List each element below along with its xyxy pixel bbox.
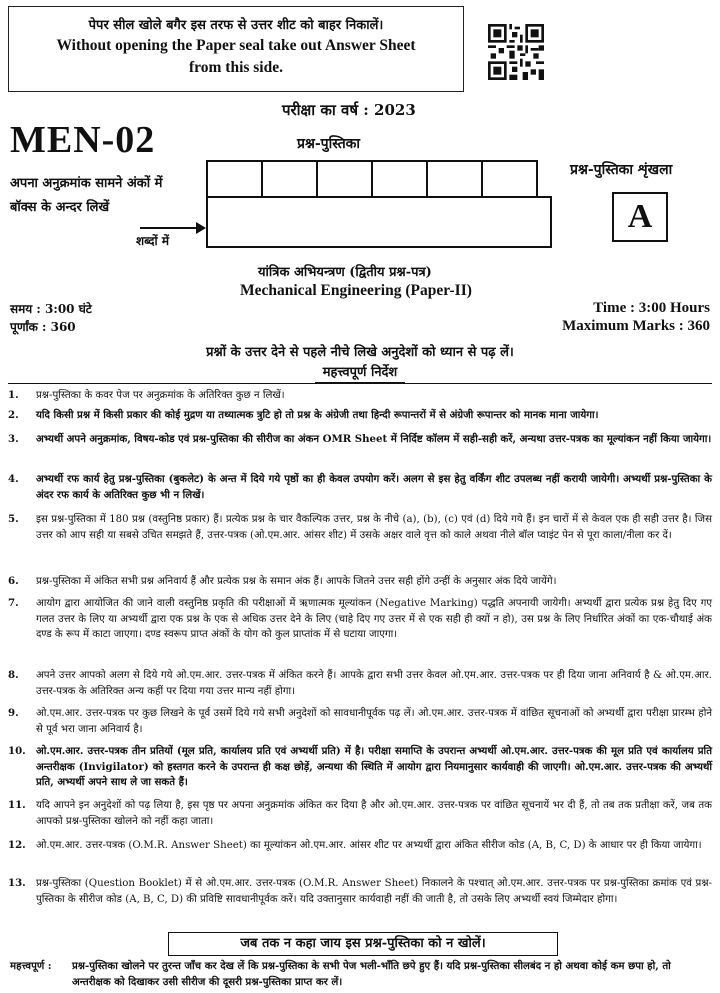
marks-english: Maximum Marks : 360 (562, 318, 710, 334)
subject-english: Mechanical Engineering (Paper-II) (240, 282, 472, 299)
instruction-text: प्रश्न-पुस्तिका (Question Booklet) में से ओ.एम.आर. उत्तर-पत्रक (O.M.R. Answer Sheet) निकालने के पश्चात् ओ.एम.आर. उत्तर-पत्रक पर प्रश्न-पुस्तिका क्रमांक एवं प्रश्न-पुस्तिका के सीरीज कोड (A, B, C, D) की प्रविष्टि सावधानीपूर्वक करें। यदि उक्तानुसार कार्यवाही नहीं की जाती है, तो उसके लिए अभ्यर्थी स्वयं जिम्मेदार होगा। (36, 878, 712, 905)
time-english: Time : 3:00 Hours (593, 300, 710, 316)
instruction-text: इस प्रश्न-पुस्तिका में 180 प्रश्न (वस्तुनिष्ठ प्रकार) हैं। प्रत्येक प्रश्न के चार वैकल्पिक उत्तर, प्रश्न के नीचे (a), (b), (c) एवं (d) दिये गये हैं। इन चारों में से केवल एक ही सही उत्तर है। जिस उत्तर को आप सही या सबसे उचित समझते हैं, उत्तर-पत्रक (ओ.एम.आर. आंसर शीट) में उसके अक्षर वाले वृत्त को काले अथवा नीले बॉल प्वाइंट पेन से पूरा काला/नीला कर दें। (36, 514, 712, 541)
roll-digit-box[interactable] (261, 160, 318, 198)
instruction-number: 11. (8, 799, 26, 811)
instruction-text: आयोग द्वारा आयोजित की जाने वाली वस्तुनिष्ठ प्रकृति की परीक्षाओं में ऋणात्मक मूल्यांकन (Negative Marking) पद्धति अपनायी जायेगी। अभ्यर्थी द्वारा प्रत्येक प्रश्न हेतु दिए गए गलत उत्तर के लिए या अभ्यर्थी द्वारा एक प्रश्न के एक से अधिक उत्तर देने के लिए (चाहे दिए गए उत्तर में से एक सही ही क्यों न हो), उस प्रश्न के लिए निर्धारित अंकों का एक-चौथाई अंक दण्ड के रूप में काटा जाएगा। दण्ड स्वरूप प्राप्त अंकों के योग को कुल प्राप्तांक में से घटाया जाएगा। (36, 598, 712, 640)
instruction-number: 10. (8, 745, 26, 757)
roll-digit-box[interactable] (481, 160, 538, 198)
instruction-number: 4. (8, 473, 19, 485)
roll-number-digit-boxes (208, 160, 538, 198)
instruction-text: प्रश्न-पुस्तिका के कवर पेज पर अनुक्रमांक के अतिरिक्त कुछ न लिखें। (36, 390, 285, 401)
roll-digit-box[interactable] (206, 160, 263, 198)
instruction-4 (8, 472, 712, 503)
instruction-number: 13. (8, 877, 26, 889)
instruction-number: 1. (8, 389, 19, 401)
roll-number-label-line-2: बॉक्स के अन्दर लिखें (10, 200, 110, 215)
roll-digit-box[interactable] (316, 160, 373, 198)
instruction-1 (8, 388, 712, 404)
instruction-10 (8, 744, 712, 791)
do-not-open-notice: जब तक न कहा जाय इस प्रश्न-पुस्तिका को न खोलें। (168, 932, 558, 956)
instruction-text: ओ.एम.आर. उत्तर-पत्रक पर कुछ लिखने के पूर्व उसमें दिये गये सभी अनुदेशों को सावधानीपूर्वक पढ़ लें। ओ.एम.आर. उत्तर-पत्रक में वांछित सूचनाओं को अभ्यर्थी द्वारा परीक्षा प्रारम्भ होने से पूर्व भरा जाना अनिवार्य है। (36, 708, 712, 735)
instruction-number: 9. (8, 707, 19, 719)
qr-code-icon (488, 24, 544, 80)
instruction-6 (8, 574, 712, 590)
seal-notice-box (8, 6, 464, 92)
marks-hindi: पूर्णांक : 360 (10, 320, 76, 334)
instruction-5 (8, 512, 712, 543)
seal-notice-english-2: from this side. (188, 59, 283, 76)
instruction-11 (8, 798, 712, 829)
important-note-text: प्रश्न-पुस्तिका खोलने पर तुरन्त जाँच कर देख लें कि प्रश्न-पुस्तिका के सभी पेज भली-भाँति छपे हुए हैं। यदि प्रश्न-पुस्तिका सीलबंद न हो अथवा कोई कम छपा हो, तो अन्तरीक्षक को दिखाकर उसी सीरीज की दूसरी प्रश्न-पुस्तिका प्राप्त कर लें। (72, 960, 671, 988)
instruction-3 (8, 432, 712, 448)
instruction-number: 5. (8, 513, 19, 525)
instruction-8 (8, 668, 712, 699)
instruction-number: 6. (8, 575, 19, 587)
instruction-number: 7. (8, 597, 19, 609)
paper-code: MEN-02 (10, 119, 156, 161)
instruction-12 (8, 838, 712, 854)
important-note-label: महत्त्वपूर्ण : (10, 960, 52, 972)
series-box: A (612, 192, 668, 242)
instruction-2 (8, 408, 712, 424)
instruction-text: अपने उत्तर आपको अलग से दिये गये ओ.एम.आर. उत्तर-पत्रक में अंकित करने हैं। आपके द्वारा सभी उत्तर केवल ओ.एम.आर. उत्तर-पत्रक पर ही दिया जाना अनिवार्य है & ओ.एम.आर. उत्तर-पत्रक के अतिरिक्त अन्य कहीं पर दिया गया उत्तर मान्य नहीं होगा। (36, 670, 712, 697)
instruction-7 (8, 596, 712, 643)
roll-number-label-line-1: अपना अनुक्रमांक सामने अंकों में (10, 176, 163, 191)
instruction-text: अभ्यर्थी रफ कार्य हेतु प्रश्न-पुस्तिका (बुकलेट) के अन्त में दिये गये पृष्ठों का ही केवल उपयोग करें। अलग से इस हेतु वर्किंग शीट उपलब्ध नहीं करायी जायेगी। अभ्यर्थी प्रश्न-पुस्तिका के अंदर रफ कार्य के अतिरिक्त कुछ भी न लिखें। (36, 473, 712, 501)
exam-year: परीक्षा का वर्ष : 2023 (282, 101, 416, 119)
important-instructions-title-text: महत्त्वपूर्ण निर्देश (315, 365, 406, 383)
instruction-text: यदि आपने इन अनुदेशों को पढ़ लिया है, इस पृष्ठ पर अपना अनुक्रमांक अंकित कर दिया है और ओ.एम.आर. उत्तर-पत्रक पर वांछित सूचनायें भर दी हैं, तो तब तक प्रतीक्षा करें, जब तक आपको प्रश्न-पुस्तिका खोलने को नहीं कहा जाता। (36, 800, 712, 827)
divider (8, 383, 712, 384)
roll-digit-box[interactable] (371, 160, 428, 198)
instruction-13 (8, 876, 712, 907)
seal-notice-english-1: Without opening the Paper seal take out Answer Sheet (56, 37, 416, 54)
seal-notice-hindi: पेपर सील खोले बगैर इस तरफ से उत्तर शीट को बाहर निकालें। (88, 18, 384, 33)
roll-number-label (10, 172, 162, 220)
booklet-title: प्रश्न-पुस्तिका (297, 136, 361, 152)
roll-number-words-box[interactable] (206, 196, 552, 248)
instruction-text: ओ.एम.आर. उत्तर-पत्रक तीन प्रतियों (मूल प्रति, कार्यालय प्रति एवं अभ्यर्थी प्रति) में है। परीक्षा समाप्ति के उपरान्त अभ्यर्थी ओ.एम.आर. उत्तर-पत्रक की मूल प्रति एवं कार्यालय प्रति अन्तरीक्षक (Invigilator) को हस्तगत करने के उपरान्त ही कक्ष छोड़ें, अन्यथा की स्थिति में आयोग द्वारा नियमानुसार कार्यवाही की जाएगी। ओ.एम.आर. उत्तर-पत्रक की अभ्यर्थी प्रति, अभ्यर्थी अपने साथ ले जा सकते हैं। (36, 745, 712, 788)
instruction-text: अभ्यर्थी अपने अनुक्रमांक, विषय-कोड एवं प्रश्न-पुस्तिका की सीरीज का अंकन OMR Sheet में निर्दिष्ट कॉलम में सही-सही करें, अन्यथा उत्तर-पत्रक का मूल्यांकन नहीं किया जायेगा। (36, 433, 712, 445)
instruction-number: 2. (8, 409, 19, 421)
instruction-number: 8. (8, 669, 19, 681)
roll-digit-box[interactable] (426, 160, 483, 198)
important-instructions-title (0, 362, 720, 380)
instruction-text: यदि किसी प्रश्न में किसी प्रकार की कोई मुद्रण या तथ्यात्मक त्रुटि हो तो प्रश्न के अंग्रेजी तथा हिन्दी रूपान्तरों में से अंग्रेजी रूपान्तर को मानक माना जायेगा। (36, 409, 599, 421)
series-label: प्रश्न-पुस्तिका शृंखला (570, 162, 673, 178)
instruction-number: 12. (8, 839, 26, 851)
instruction-number: 3. (8, 433, 19, 445)
instruction-text: ओ.एम.आर. उत्तर-पत्रक (O.M.R. Answer Sheet) का मूल्यांकन ओ.एम.आर. आंसर शीट पर अभ्यर्थी द्वारा अंकित सीरीज कोड (A, B, C, D) के आधार पर ही किया जायेगा। (36, 840, 702, 851)
instruction-text: प्रश्न-पुस्तिका में अंकित सभी प्रश्न अनिवार्य हैं और प्रत्येक प्रश्न के समान अंक हैं। आपके जितने उत्तर सही होंगे उन्हीं के अनुसार अंक दिये जायेंगे। (36, 576, 557, 587)
time-hindi: समय : 3:00 घंटे (10, 302, 92, 316)
instruction-9 (8, 706, 712, 737)
subject-hindi: यांत्रिक अभियन्त्रण (द्वितीय प्रश्न-पत्र) (258, 265, 432, 280)
read-instructions-note: प्रश्नों के उत्तर देने से पहले नीचे लिखे अनुदेशों को ध्यान से पढ़ लें। (206, 345, 514, 360)
roll-number-words-label: शब्दों में (136, 234, 169, 248)
